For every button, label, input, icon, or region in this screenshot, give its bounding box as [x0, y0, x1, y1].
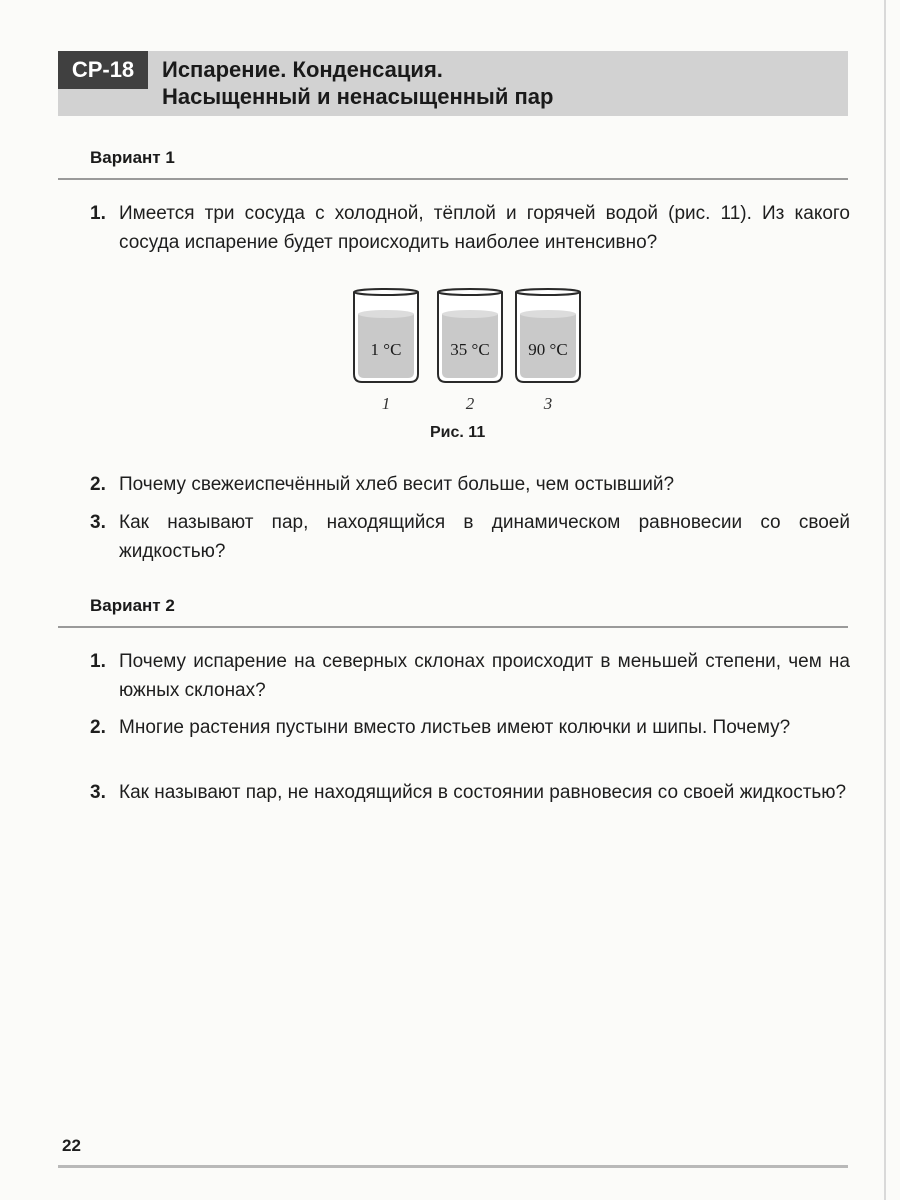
variant-1-question-3 [90, 508, 850, 566]
question-number: 2. [90, 474, 106, 495]
variant-1-question-2 [90, 470, 850, 499]
variant-2-question-3 [90, 778, 850, 807]
beaker-1 [350, 288, 422, 384]
question-text: Как называют пар, не находящийся в состоянии равновесия со своей жидкостью? [119, 782, 847, 803]
beaker-number: 1 [381, 394, 391, 413]
beaker-number: 3 [543, 394, 553, 413]
variant-1-question-1 [90, 199, 850, 257]
section-header [58, 51, 848, 116]
variant-2-title: Вариант 2 [90, 596, 175, 615]
section-title [162, 56, 553, 110]
section-title-line-2: Насыщенный и ненасыщенный пар [162, 84, 554, 109]
variant-2-divider [58, 626, 848, 628]
question-text: Почему испарение на северных склонах происходит в меньшей степени, чем на южных склонах? [119, 651, 850, 701]
beaker-icon [434, 288, 506, 384]
variant-1-divider [58, 178, 848, 180]
beaker-3 [512, 288, 584, 384]
beaker-temperature: 35 °C [450, 340, 490, 359]
question-text: Почему свежеиспечённый хлеб весит больше, чем остывший? [119, 474, 675, 495]
question-text: Как называют пар, находящийся в динамическом равновесии со своей жидкостью? [119, 512, 850, 562]
question-number: 1. [90, 651, 106, 672]
section-title-line-1: Испарение. Конденсация. [162, 57, 443, 82]
question-text: Многие растения пустыни вместо листьев имеют колючки и шипы. Почему? [119, 717, 791, 738]
variant-2-question-1 [90, 647, 850, 705]
page-number: 22 [62, 1136, 81, 1155]
beaker-temperature: 90 °C [528, 340, 568, 359]
beaker-icon [350, 288, 422, 384]
question-number: 3. [90, 512, 106, 533]
question-number: 1. [90, 203, 106, 224]
footer-divider [58, 1165, 848, 1168]
question-text: Имеется три сосуда с холодной, тёплой и горячей водой (рис. 11). Из какого сосуда испарение будет происходить наиболее интенсивно? [119, 203, 850, 253]
question-number: 2. [90, 717, 106, 738]
page-edge-line [884, 0, 886, 1200]
figure-caption: Рис. 11 [430, 424, 486, 441]
beaker-number: 2 [465, 394, 475, 413]
question-number: 3. [90, 782, 106, 803]
beaker-2 [434, 288, 506, 384]
variant-2-question-2 [90, 713, 850, 742]
variant-1-title: Вариант 1 [90, 148, 175, 167]
beaker-icon [512, 288, 584, 384]
beaker-temperature: 1 °C [370, 340, 402, 359]
section-code-badge: СР-18 [58, 51, 148, 89]
